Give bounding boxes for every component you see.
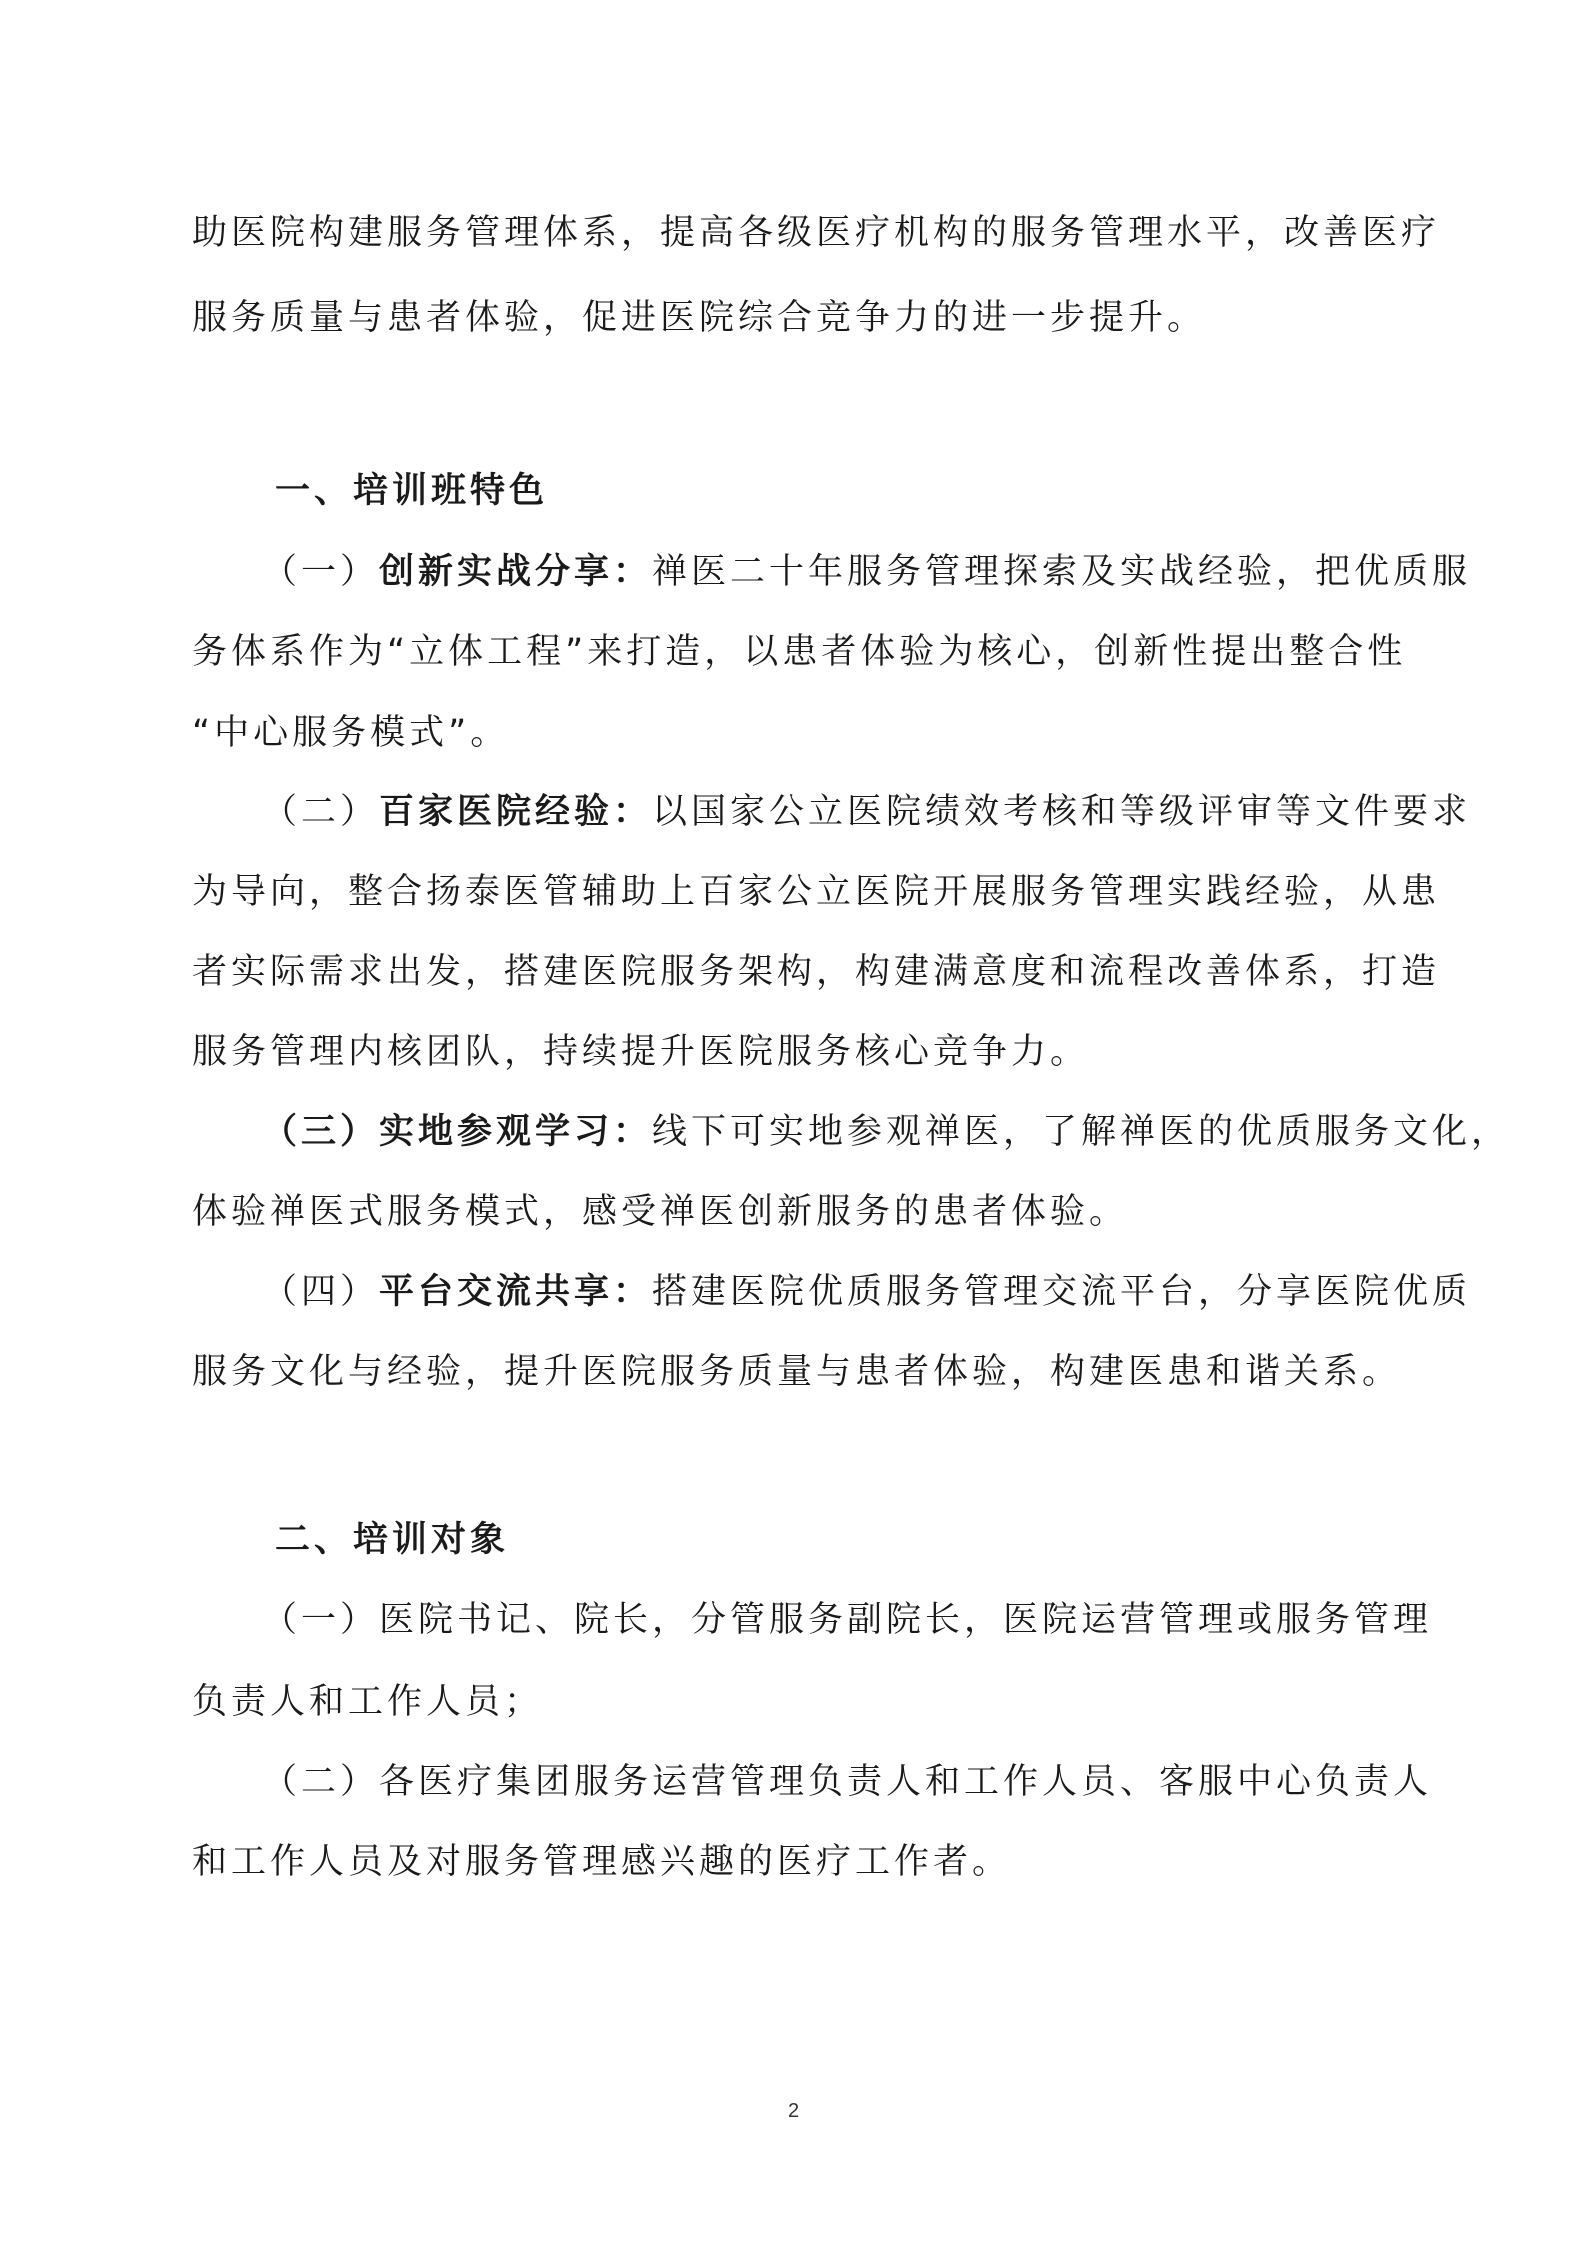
audience-item-2: （二）各医疗集团服务运营管理负责人和工作人员、客服中心负责人	[262, 1762, 1433, 1802]
item-prefix: （三）	[262, 1112, 380, 1152]
item-title: 创新实战分享：	[379, 552, 653, 592]
feature-item-2-line: 者实际需求出发，搭建医院服务架构，构建满意度和流程改善体系，打造	[192, 952, 1441, 992]
feature-item-1-line: 务体系作为“立体工程”来打造，以患者体验为核心，创新性提出整合性	[192, 632, 1407, 672]
feature-item-2-line: 为导向，整合扬泰医管辅助上百家公立医院开展服务管理实践经验，从患	[192, 872, 1441, 912]
item-text: 禅医二十年服务管理探索及实战经验，把优质服	[652, 552, 1472, 592]
item-text: 以国家公立医院绩效考核和等级评审等文件要求	[652, 792, 1472, 832]
page-number: 2	[787, 2100, 800, 2122]
item-text: 搭建医院优质服务管理交流平台，分享医院优质	[652, 1272, 1472, 1312]
item-text: 线下可实地参观禅医，了解禅医的优质服务文化，	[652, 1112, 1511, 1152]
item-title: 平台交流共享：	[379, 1272, 653, 1312]
feature-item-3-line: 体验禅医式服务模式，感受禅医创新服务的患者体验。	[192, 1192, 1129, 1232]
feature-item-1-line: “中心服务模式”。	[192, 713, 510, 753]
feature-item-1	[262, 550, 1471, 594]
audience-item-1: （一）医院书记、院长，分管服务副院长，医院运营管理或服务管理	[262, 1600, 1433, 1640]
intro-paragraph-line: 服务质量与患者体验，促进医院综合竞争力的进一步提升。	[192, 298, 1207, 338]
item-title: 实地参观学习：	[379, 1112, 653, 1152]
audience-item-2-line: 和工作人员及对服务管理感兴趣的医疗工作者。	[192, 1842, 1012, 1882]
feature-item-2-line: 服务管理内核团队，持续提升医院服务核心竞争力。	[192, 1032, 1090, 1072]
item-prefix: （四）	[262, 1272, 380, 1312]
feature-item-4	[262, 1270, 1471, 1314]
intro-paragraph-line: 助医院构建服务管理体系，提高各级医疗机构的服务管理水平，改善医疗	[192, 213, 1441, 253]
audience-item-1-line: 负责人和工作人员；	[192, 1682, 544, 1722]
section-heading-features: 一、培训班特色	[275, 471, 549, 511]
section-heading-audience: 二、培训对象	[275, 1520, 510, 1560]
feature-item-2	[262, 790, 1471, 834]
feature-item-4-line: 服务文化与经验，提升医院服务质量与患者体验，构建医患和谐关系。	[192, 1352, 1402, 1392]
feature-item-3	[262, 1110, 1510, 1154]
item-title: 百家医院经验：	[379, 792, 653, 832]
item-prefix: （一）	[262, 552, 380, 592]
item-prefix: （二）	[262, 792, 380, 832]
